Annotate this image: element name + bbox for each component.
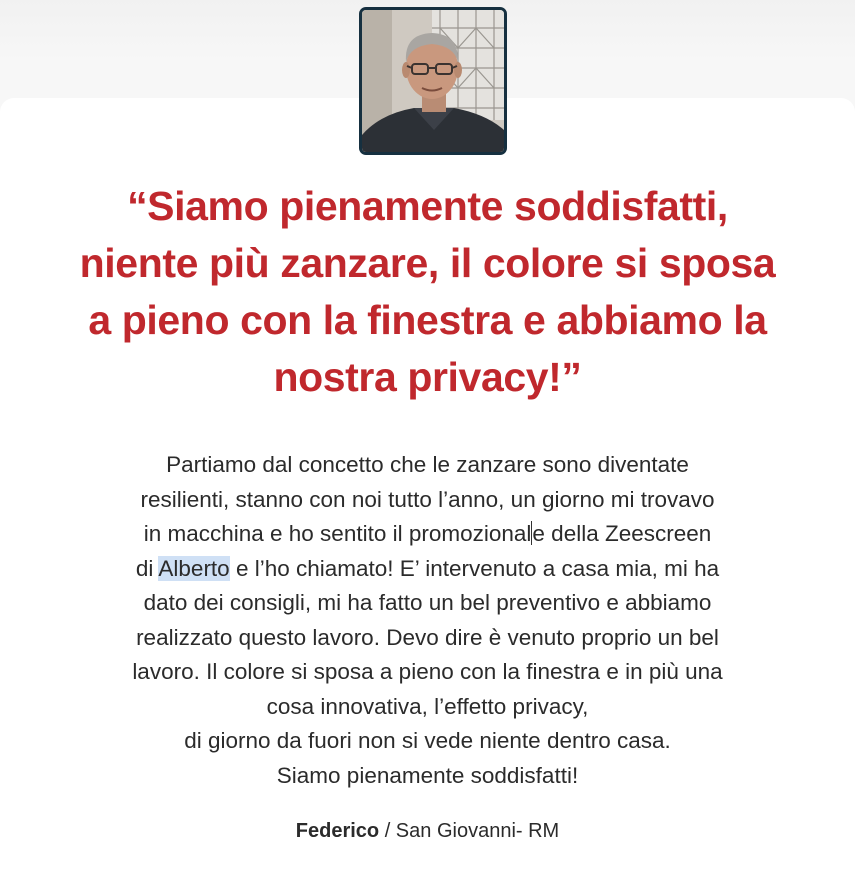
body-line: e della Zeescreen xyxy=(532,521,712,546)
body-line: realizzato questo lavoro. Devo dire è venuto proprio un bel xyxy=(136,624,719,650)
body-line: e l’ho chiamato! E’ intervenuto a casa mia, mi ha xyxy=(229,555,720,581)
quote-line: a pieno con la finestra e abbiamo la xyxy=(88,297,767,343)
body-line: di xyxy=(135,555,159,581)
quote-line: nostra privacy!” xyxy=(273,354,582,400)
body-line: di giorno da fuori non si vede niente dentro casa. xyxy=(184,728,671,753)
author-location: / San Giovanni- RM xyxy=(379,820,560,842)
body-line: resilienti, stanno con noi tutto l’anno, un giorno mi trovavo xyxy=(140,486,715,512)
body-line: cosa innovativa, l’effetto privacy, xyxy=(266,693,589,719)
testimonial-body xyxy=(60,448,795,793)
body-line: lavoro. Il colore si sposa a pieno con la finestra e in più una xyxy=(132,659,723,684)
body-line: Partiamo dal concetto che le zanzare sono diventate xyxy=(166,452,689,477)
quote-line: “Siamo pienamente soddisfatti, xyxy=(127,183,728,229)
body-line: Siamo pienamente soddisfatti! xyxy=(276,762,579,788)
body-line: in macchina e ho sentito il promozional xyxy=(143,521,532,546)
person-portrait-icon xyxy=(359,7,507,155)
quote-line: niente più zanzare, il colore si sposa xyxy=(79,240,776,286)
body-line: dato dei consigli, mi ha fatto un bel preventivo e abbiamo xyxy=(143,590,712,615)
selected-text[interactable]: Alberto xyxy=(158,555,230,581)
author-name: Federico xyxy=(295,820,380,842)
testimonial-attribution xyxy=(0,820,855,843)
testimonial-quote xyxy=(40,178,815,406)
